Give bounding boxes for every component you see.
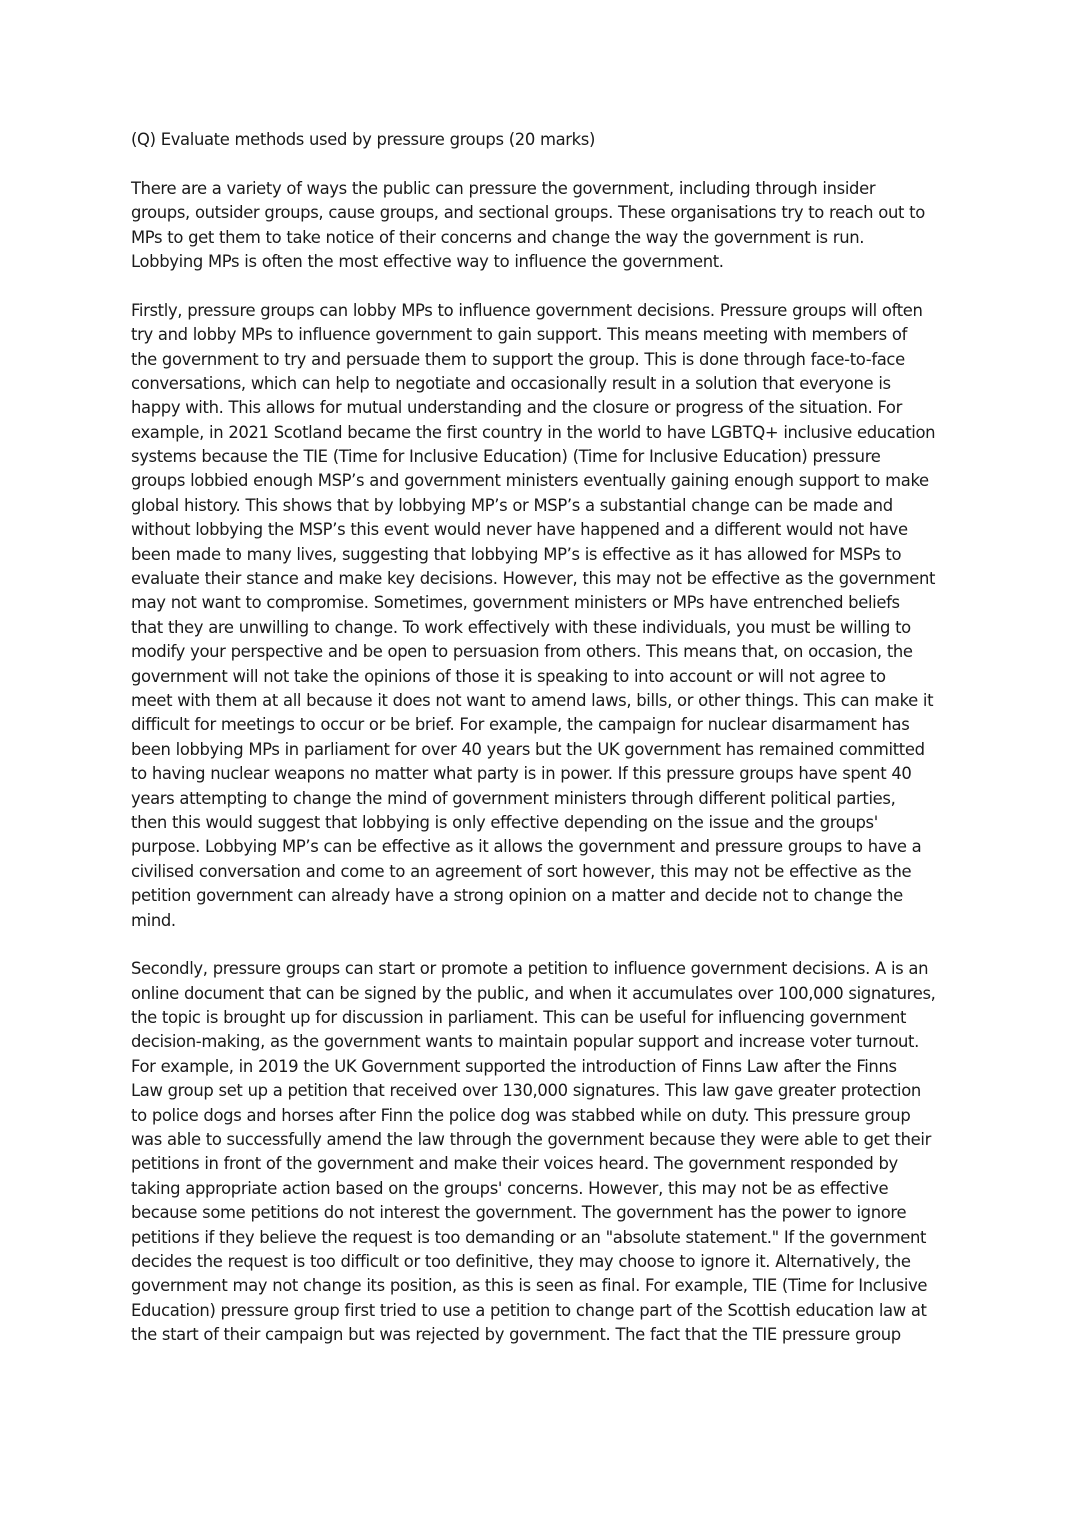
text-line: groups lobbied enough MSP’s and government ministers eventually gaining enough support to make [131, 471, 929, 491]
text-line: evaluate their stance and make key decisions. However, this may not be effective as the government [131, 569, 936, 589]
text-line: decision-making, as the government wants to maintain popular support and increase voter turnout. [131, 1032, 919, 1052]
text-line: years attempting to change the mind of government ministers through different political parties, [131, 788, 896, 808]
text-line: petitions in front of the government and make their voices heard. The government responded by [131, 1154, 898, 1174]
text-line: modify your perspective and be open to persuasion from others. This means that, on occasion, the [131, 642, 913, 662]
text-line: government may not change its position, as this is seen as final. For example, TIE (Time for Inclusive [131, 1276, 928, 1296]
text-line: mind. [131, 910, 176, 930]
text-line: the government to try and persuade them to support the group. This is done through face-to-face [131, 349, 905, 369]
question-heading: (Q) Evaluate methods used by pressure groups (20 marks) [131, 130, 596, 149]
text-line: then this would suggest that lobbying is only effective depending on the issue and the groups' [131, 812, 878, 832]
text-line: because some petitions do not interest the government. The government has the power to ignore [131, 1203, 907, 1223]
text-line: petitions if they believe the request is too demanding or an "absolute statement." If the government [131, 1227, 927, 1247]
text-line: taking appropriate action based on the groups' concerns. However, this may not be as effective [131, 1178, 889, 1198]
text-line: to having nuclear weapons no matter what party is in power. If this pressure groups have spent 40 [131, 764, 912, 784]
text-line: that they are unwilling to change. To work effectively with these individuals, you must be willing to [131, 617, 911, 637]
text-line: groups, outsider groups, cause groups, and sectional groups. These organisations try to reach out to [131, 203, 925, 223]
text-line: decides the request is too difficult or too definitive, they may choose to ignore it. Alternatively, the [131, 1251, 911, 1271]
text-line: MPs to get them to take notice of their concerns and change the way the government is run. [131, 227, 865, 247]
text-line: Lobbying MPs is often the most effective way to influence the government. [131, 251, 724, 271]
text-line: There are a variety of ways the public can pressure the government, including through insider [131, 178, 876, 198]
text-line: the topic is brought up for discussion in parliament. This can be useful for influencing government [131, 1008, 907, 1028]
text-line: happy with. This allows for mutual understanding and the closure or progress of the situation. For [131, 398, 902, 418]
text-line: petition government can already have a strong opinion on a matter and decide not to change the [131, 886, 903, 906]
text-line: difficult for meetings to occur or be brief. For example, the campaign for nuclear disarmament has [131, 715, 910, 735]
text-line: For example, in 2019 the UK Government supported the introduction of Finns Law after the Finns [131, 1056, 897, 1076]
text-line: meet with them at all because it does not want to amend laws, bills, or other things. This can make it [131, 690, 934, 710]
text-line: Secondly, pressure groups can start or promote a petition to influence government decisions. A is an [131, 959, 929, 979]
text-line: may not want to compromise. Sometimes, government ministers or MPs have entrenched beliefs [131, 593, 900, 613]
text-line: was able to successfully amend the law through the government because they were able to get their [131, 1130, 931, 1150]
document-body [131, 128, 951, 1372]
text-line: without lobbying the MSP’s this event would never have happened and a different would not have [131, 520, 908, 540]
text-line: Law group set up a petition that received over 130,000 signatures. This law gave greater protection [131, 1081, 921, 1101]
text-line: the start of their campaign but was rejected by government. The fact that the TIE pressure group [131, 1325, 901, 1345]
text-line: try and lobby MPs to influence government to gain support. This means meeting with members of [131, 325, 908, 345]
text-line: systems because the TIE (Time for Inclusive Education) (Time for Inclusive Education) pressure [131, 447, 881, 467]
text-line: global history. This shows that by lobbying MP’s or MSP’s a substantial change can be made and [131, 495, 893, 515]
text-line: Firstly, pressure groups can lobby MPs to influence government decisions. Pressure groups will often [131, 300, 923, 320]
text-line: Education) pressure group first tried to use a petition to change part of the Scottish education law at [131, 1300, 927, 1320]
text-line: to police dogs and horses after Finn the police dog was stabbed while on duty. This pressure group [131, 1105, 911, 1125]
introduction-paragraph [131, 177, 951, 275]
text-line: government will not take the opinions of those it is speaking to into account or will not agree to [131, 666, 886, 686]
text-line: been made to many lives, suggesting that lobbying MP’s is effective as it has allowed for MSPs to [131, 544, 902, 564]
text-line: conversations, which can help to negotiate and occasionally result in a solution that everyone is [131, 373, 891, 393]
petition-paragraph [131, 957, 951, 1347]
text-line: been lobbying MPs in parliament for over 40 years but the UK government has remained committed [131, 739, 925, 759]
lobbying-paragraph [131, 299, 951, 933]
text-line: civilised conversation and come to an agreement of sort however, this may not be effective as the [131, 861, 912, 881]
text-line: example, in 2021 Scotland became the first country in the world to have LGBTQ+ inclusive education [131, 422, 936, 442]
text-line: online document that can be signed by the public, and when it accumulates over 100,000 signatures, [131, 983, 936, 1003]
text-line: purpose. Lobbying MP’s can be effective as it allows the government and pressure groups to have a [131, 837, 922, 857]
